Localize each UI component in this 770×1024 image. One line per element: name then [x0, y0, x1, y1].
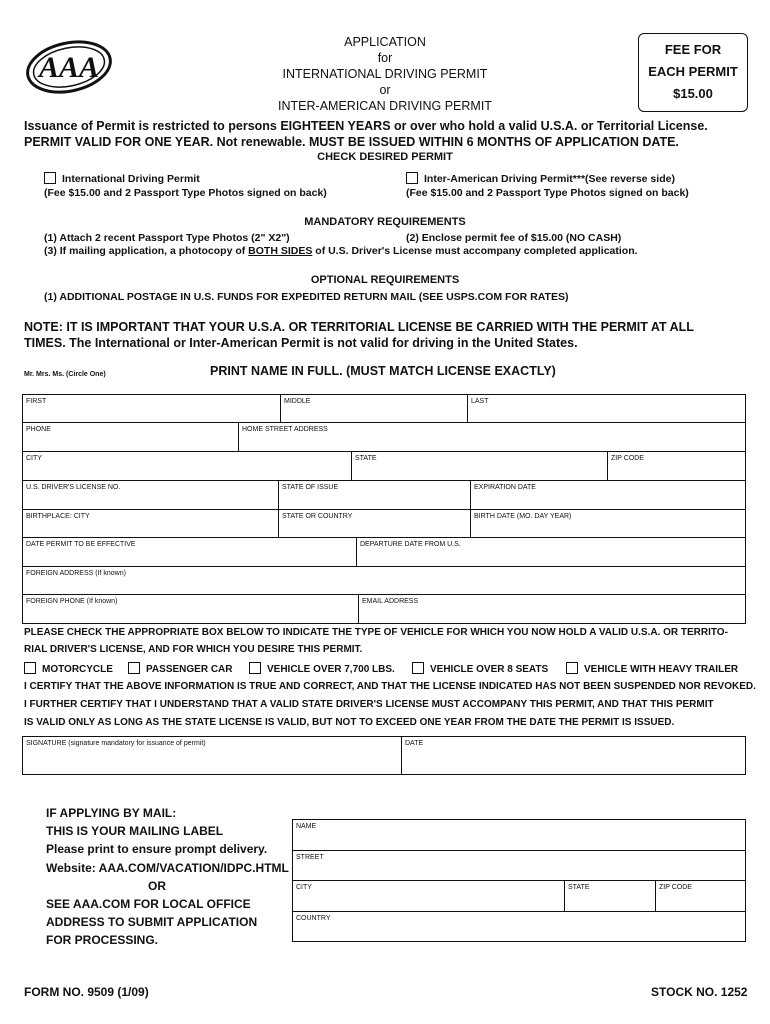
intro-line-2: PERMIT VALID FOR ONE YEAR. Not renewable. MUST BE ISSUED WITHIN 6 MONTHS OF APPLICATION DATE. — [24, 135, 679, 149]
permit-option-label: International Driving Permit — [62, 173, 200, 185]
foreign-phone-label: FOREIGN PHONE (If known) — [26, 598, 118, 605]
mandatory-heading: MANDATORY REQUIREMENTS — [304, 216, 466, 228]
mail-zip-label: ZIP CODE — [659, 884, 692, 891]
vehicle-option-over-8-seats[interactable] — [412, 662, 548, 675]
mail-country-field[interactable] — [292, 911, 746, 942]
heavy-trailer-checkbox[interactable] — [566, 662, 578, 674]
birthplace-label: BIRTHPLACE: CITY — [26, 513, 90, 520]
fee-line: EACH PERMIT — [648, 64, 738, 79]
mail-street-label: STREET — [296, 854, 324, 861]
certify-line-1: I CERTIFY THAT THE ABOVE INFORMATION IS TRUE AND CORRECT, AND THAT THE LICENSE INDICATED HAS NOT BEEN SUSPENDED NOR REVOKED. — [24, 681, 756, 692]
mail-city-field[interactable] — [292, 880, 565, 912]
mail-city-label: CITY — [296, 884, 312, 891]
foreign-address-field[interactable] — [22, 566, 746, 595]
mail-website: Website: AAA.COM/VACATION/IDPC.HTML — [46, 860, 289, 875]
mail-line: IF APPLYING BY MAIL: — [46, 806, 177, 820]
state-field[interactable] — [351, 451, 608, 481]
permit-heading: CHECK DESIRED PERMIT — [317, 151, 453, 163]
mail-line: FOR PROCESSING. — [46, 933, 159, 948]
middle-name-field[interactable] — [280, 394, 468, 423]
phone-field[interactable] — [22, 422, 239, 452]
mail-name-label: NAME — [296, 823, 317, 830]
mandatory-item-3-text: of U.S. Driver's License must accompany completed application. — [312, 245, 638, 257]
form-number: FORM NO. 9509 (1/09) — [24, 985, 149, 999]
title-line: INTERNATIONAL DRIVING PERMIT — [282, 67, 488, 81]
signature-date-label: DATE — [405, 740, 424, 747]
home-address-label: HOME STREET ADDRESS — [242, 426, 328, 433]
state-label: STATE — [355, 455, 377, 462]
stock-number: STOCK NO. 1252 — [651, 985, 748, 999]
aaa-logo — [24, 38, 114, 96]
permit-option-note: (Fee $15.00 and 2 Passport Type Photos signed on back) — [44, 187, 327, 199]
vehicle-option-label: VEHICLE WITH HEAVY TRAILER — [584, 664, 739, 675]
mandatory-item-3 — [44, 245, 638, 257]
city-label: CITY — [26, 455, 42, 462]
permit-option-international[interactable] — [44, 172, 200, 185]
fee-amount: $15.00 — [673, 86, 713, 101]
optional-heading: OPTIONAL REQUIREMENTS — [310, 274, 460, 286]
mail-name-field[interactable] — [292, 819, 746, 851]
mail-instructions — [46, 804, 289, 950]
birthplace-field[interactable] — [22, 509, 279, 538]
over-7700-checkbox[interactable] — [249, 662, 261, 674]
title-line: or — [379, 83, 391, 97]
email-field[interactable] — [358, 594, 746, 624]
passenger-car-checkbox[interactable] — [128, 662, 140, 674]
vehicle-option-heavy-trailer[interactable] — [566, 662, 738, 675]
birth-date-field[interactable] — [470, 509, 746, 538]
license-number-field[interactable] — [22, 480, 279, 510]
title-line: for — [377, 51, 393, 65]
zip-label: ZIP CODE — [611, 455, 644, 462]
vehicle-option-label: VEHICLE OVER 7,700 LBS. — [267, 664, 395, 675]
city-field[interactable] — [22, 451, 352, 481]
certify-line-3: IS VALID ONLY AS LONG AS THE STATE LICENSE IS VALID, BUT NOT TO EXCEED ONE YEAR FROM THE DATE THE PERMIT IS ISSUED. — [24, 717, 675, 728]
last-name-field[interactable] — [467, 394, 746, 423]
foreign-phone-field[interactable] — [22, 594, 359, 624]
salutation-label: Mr. Mrs. Ms. (Circle One) — [24, 371, 106, 378]
vehicle-option-label: VEHICLE OVER 8 SEATS — [430, 664, 549, 675]
mandatory-item-3-emphasis: BOTH SIDES — [248, 245, 313, 257]
logo-text: AAA — [38, 51, 100, 84]
vehicle-instruction-2: RIAL DRIVER'S LICENSE, AND FOR WHICH YOU DESIRE THIS PERMIT. — [24, 644, 363, 655]
vehicle-option-label: MOTORCYCLE — [42, 664, 113, 675]
mail-line: OR — [148, 878, 166, 893]
fee-box — [638, 33, 748, 112]
email-label: EMAIL ADDRESS — [362, 598, 419, 605]
mail-zip-field[interactable] — [655, 880, 746, 912]
mail-state-label: STATE — [568, 884, 590, 891]
expiration-date-label: EXPIRATION DATE — [474, 484, 536, 491]
birth-date-label: BIRTH DATE (MO. DAY YEAR) — [474, 513, 572, 520]
vehicle-option-label: PASSENGER CAR — [146, 664, 233, 675]
effective-date-field[interactable] — [22, 537, 357, 567]
effective-date-label: DATE PERMIT TO BE EFFECTIVE — [26, 541, 136, 548]
intro-line-1: Issuance of Permit is restricted to persons EIGHTEEN YEARS or over who hold a valid U.S.A. or Territorial License. — [24, 119, 708, 133]
state-of-issue-label: STATE OF ISSUE — [282, 484, 339, 491]
over-8-seats-checkbox[interactable] — [412, 662, 424, 674]
mandatory-item-3-text: (3) If mailing application, a photocopy of — [44, 245, 249, 257]
mail-country-label: COUNTRY — [296, 915, 331, 922]
signature-label: SIGNATURE (signature mandatory for issuance of permit) — [26, 740, 206, 747]
vehicle-option-passenger-car[interactable] — [128, 662, 233, 675]
departure-date-label: DEPARTURE DATE FROM U.S. — [360, 541, 461, 548]
permit-option-label: Inter-American Driving Permit***(See reverse side) — [424, 173, 675, 185]
state-or-country-label: STATE OR COUNTRY — [282, 513, 353, 520]
vehicle-instruction-1: PLEASE CHECK THE APPROPRIATE BOX BELOW TO INDICATE THE TYPE OF VEHICLE FOR WHICH YOU NOW HOLD A VALID U.S.A. OR TERRITO- — [24, 627, 728, 638]
first-name-label: FIRST — [26, 398, 47, 405]
expiration-date-field[interactable] — [470, 480, 746, 510]
international-permit-checkbox[interactable] — [44, 172, 56, 184]
mail-line: THIS IS YOUR MAILING LABEL — [46, 824, 224, 839]
title-line: APPLICATION — [344, 35, 426, 49]
note-line-1: NOTE: IT IS IMPORTANT THAT YOUR U.S.A. OR TERRITORIAL LICENSE BE CARRIED WITH THE PERMIT AT ALL — [24, 320, 694, 334]
phone-label: PHONE — [26, 426, 51, 433]
state-or-country-field[interactable] — [278, 509, 471, 538]
optional-item-1: (1) ADDITIONAL POSTAGE IN U.S. FUNDS FOR EXPEDITED RETURN MAIL (SEE USPS.COM FOR RATES) — [44, 291, 569, 303]
inter-american-permit-checkbox[interactable] — [406, 172, 418, 184]
home-address-field[interactable] — [238, 422, 746, 452]
permit-option-inter-american[interactable] — [406, 172, 675, 185]
mail-line: Please print to ensure prompt delivery. — [46, 842, 268, 857]
mandatory-item-2: (2) Enclose permit fee of $15.00 (NO CASH) — [406, 232, 622, 244]
fee-line: FEE FOR — [664, 42, 722, 57]
foreign-address-label: FOREIGN ADDRESS (If known) — [26, 570, 126, 577]
permit-option-note: (Fee $15.00 and 2 Passport Type Photos signed on back) — [406, 187, 689, 199]
title-line: INTER-AMERICAN DRIVING PERMIT — [278, 99, 492, 113]
mandatory-item-1: (1) Attach 2 recent Passport Type Photos (2" X2") — [44, 232, 290, 244]
departure-date-field[interactable] — [356, 537, 746, 567]
vehicle-option-over-7700[interactable] — [249, 662, 395, 675]
mail-line: SEE AAA.COM FOR LOCAL OFFICE — [46, 897, 251, 912]
signature-field[interactable] — [22, 736, 402, 775]
print-name-heading: PRINT NAME IN FULL. (MUST MATCH LICENSE EXACTLY) — [210, 364, 556, 378]
mail-street-field[interactable] — [292, 850, 746, 881]
middle-name-label: MIDDLE — [284, 398, 311, 405]
last-name-label: LAST — [471, 398, 489, 405]
mail-state-field[interactable] — [564, 880, 656, 912]
vehicle-option-motorcycle[interactable] — [24, 662, 113, 675]
certify-line-2: I FURTHER CERTIFY THAT I UNDERSTAND THAT A VALID STATE DRIVER'S LICENSE MUST ACCOMPANY THIS PERMIT, AND THAT THIS PERMIT — [24, 699, 714, 710]
license-number-label: U.S. DRIVER'S LICENSE NO. — [26, 484, 121, 491]
note-line-2: TIMES. The International or Inter-American Permit is not valid for driving in the United States. — [24, 336, 578, 350]
mail-line: ADDRESS TO SUBMIT APPLICATION — [46, 915, 258, 930]
signature-date-field[interactable] — [401, 736, 746, 775]
zip-field[interactable] — [607, 451, 746, 481]
state-of-issue-field[interactable] — [278, 480, 471, 510]
motorcycle-checkbox[interactable] — [24, 662, 36, 674]
form-title — [230, 34, 540, 114]
first-name-field[interactable] — [22, 394, 281, 423]
